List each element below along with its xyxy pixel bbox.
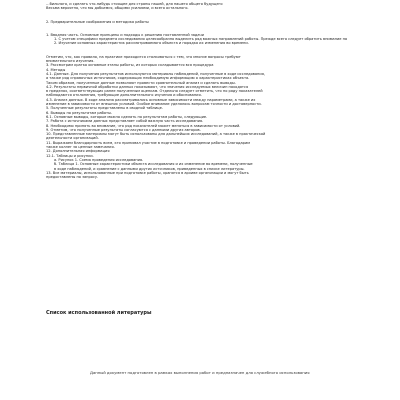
text-line: 3. Рассмотрим кратко основные этапы работы, из которых складывается вся процедура <box>46 63 214 68</box>
text-line: Отметим, что, как правило, на практике приходится сталкиваться с тем, что многие вопросы требуют <box>46 54 241 59</box>
text-line: 12.1. Таблицы и рисунки. <box>46 153 94 158</box>
text-line: …бильного, и сделать что-нибудь стоящее для страны нашей, для нашего общего будущего <box>46 2 223 6</box>
text-line: 4.3. Анализ данных. В ходе анализа рассматривались основные зависимости между параметрами, а также их <box>46 97 256 102</box>
text-line: предоставлены по запросу. <box>46 175 99 180</box>
text-line: 8. Необходимо принять во внимание, что ряд показателей может меняться в зависимости от условий. <box>46 123 241 128</box>
text-line: 7. Работа с источниками данных представляет собой важную часть исследования. <box>46 119 204 124</box>
document-body <box>46 2 380 179</box>
text-line: а также ряд справочных источников, содержащих необходимую информацию о характеристиках объекта. <box>46 76 250 81</box>
footer-note: Данный документ подготовлен в рамках выполнения работ и предназначен для служебного использования <box>90 370 310 375</box>
text-line: наблюдаются отклонения, требующие дополнительного изучения и обоснования. <box>46 93 202 98</box>
text-line: 5. Полученные результаты представлены в сводной таблице. <box>46 106 163 111</box>
text-line: а. Рисунок 1. Схема проведения исследования. <box>54 157 144 162</box>
text-line: Весьма вероятно, что мы добьемся, общими усилиями, и всего остального. <box>46 6 189 11</box>
sub-heading: 2. Предварительные соображения и методика работы <box>46 19 149 24</box>
text-line: 11. Выражаем благодарность всем, кто принимал участие в подготовке и проведении работы. Благодарим <box>46 140 250 145</box>
text-line: в пределах, соответствующих ранее полученным оценкам. Отдельно следует отметить, что по ряду показателей <box>46 89 263 94</box>
text-line: также коллег за ценные замечания. <box>46 145 115 150</box>
text-line: 2. Изучение основных характеристик рассматриваемого объекта и порядка их изменения во времени. <box>54 41 249 46</box>
text-line: 12. Дополнительная информация <box>46 149 110 154</box>
text-line: 6.1. Основные выводы, которые можно сделать по результатам работы, следующие. <box>46 114 208 119</box>
text-line: б. Таблица 1. Основные характеристики объекта исследования и их изменение во времени, полученные <box>54 162 253 167</box>
text-line: 4.2. Результаты первичной обработки данных показывают, что значения исследуемых величин находятся <box>46 84 249 89</box>
text-line: 1. С учетом специфики предмета исследования целесообразно выделить ряд важных направлений работы. Прежде всего следует обратить внимание на <box>54 37 348 42</box>
text-line: 6. Выводы по результатам работы. <box>46 110 113 115</box>
text-line: 10. Представленные материалы могут быть использованы для дальнейших исследований, а также в практической <box>46 132 266 137</box>
text-line: внимательного изучения. <box>46 59 95 64</box>
paragraph-gap <box>46 24 380 33</box>
text-line: 13. Все материалы, использованные при подготовке работы, хранятся в архиве организации и могут быть <box>46 170 249 175</box>
text-line: в ходе наблюдений, и сравнение с данными других источников, приведенных в списке литературы. <box>54 166 245 171</box>
text-line: изменение в зависимости от внешних условий. Особое внимание уделялось вопросам точности и достоверности. <box>46 102 262 107</box>
paragraph-gap <box>46 11 380 20</box>
text-line: 9. Отметим, что полученные результаты согласуются с данными других авторов. <box>46 127 201 132</box>
paragraph-gap <box>46 46 380 55</box>
text-line: Таким образом, полученные данные позволяют провести сравнительный анализ и сделать выводы. <box>46 80 236 85</box>
text-line: 1. Вводная часть. Основные принципы и подходы к решению поставленной задачи <box>46 32 204 37</box>
text-line: 4.1. Данные. Для получения результатов используются материалы наблюдений, полученные в ходе исследования, <box>46 71 265 76</box>
text-line: деятельности организаций. <box>46 136 99 141</box>
section-heading: Список использованной литературы <box>46 310 152 316</box>
text-line: 4. Методы <box>46 67 66 72</box>
